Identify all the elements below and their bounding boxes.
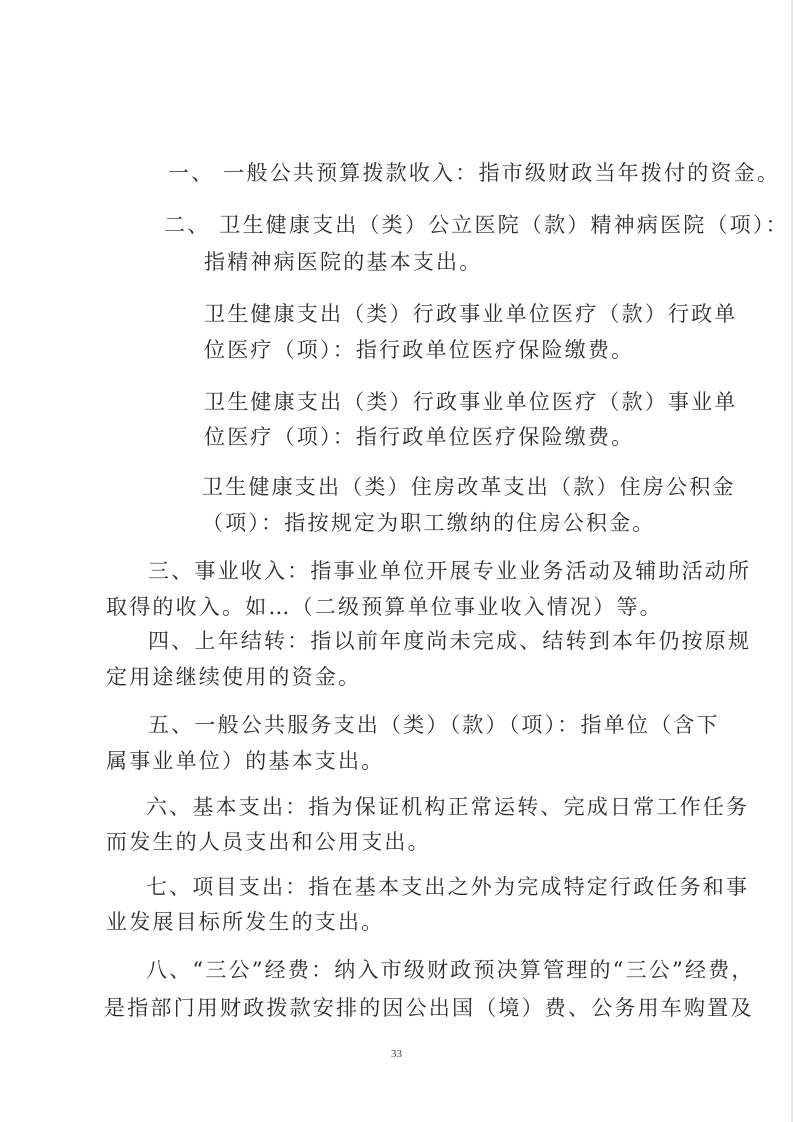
text-line: 八、“三公”经费：纳入市级财政预决算管理的“三公”经费， [146,958,755,982]
text-line: 一、 一般公共预算拨款收入：指市级财政当年拨付的资金。 [168,161,781,185]
text-line: 卫生健康支出（类）行政事业单位医疗（款）行政单 [204,302,738,326]
page-number: 33 [391,1048,402,1060]
text-line: 取得的收入。如…（二级预算单位事业收入情况）等。 [106,595,663,619]
text-line: 三、事业收入：指事业单位开展专业业务活动及辅助活动所 [148,559,752,583]
text-line: 位医疗（项）：指行政单位医疗保险缴费。 [204,425,635,449]
text-line: 卫生健康支出（类）住房改革支出（款）住房公积金 [202,475,736,499]
text-line: 是指部门用财政拨款安排的因公出国（境）费、公务用车购置及 [104,996,754,1020]
text-line: 五、一般公共服务支出（类）（款）（项）：指单位（含下 [148,713,720,737]
text-line: 四、上年结转：指以前年度尚未完成、结转到本年仍按原规 [148,629,752,653]
text-line: 业发展目标所发生的支出。 [106,910,385,934]
text-line: 属事业单位）的基本支出。 [106,749,385,773]
text-line: 二、 卫生健康支出（类）公立医院（款）精神病医院（项）： [164,213,789,237]
text-line: 位医疗（项）：指行政单位医疗保险缴费。 [204,338,635,362]
text-line: 指精神病医院的基本支出。 [204,250,483,274]
text-line: 六、基本支出：指为保证机构正常运转、完成日常工作任务 [146,795,750,819]
text-line: 而发生的人员支出和公用支出。 [106,830,431,854]
text-line: 卫生健康支出（类）行政事业单位医疗（款）事业单 [204,390,738,414]
text-line: （项）：指按规定为职工缴纳的住房公积金。 [202,511,656,535]
text-line: 定用途继续使用的资金。 [106,665,362,689]
text-line: 七、项目支出：指在基本支出之外为完成特定行政任务和事 [146,875,750,899]
